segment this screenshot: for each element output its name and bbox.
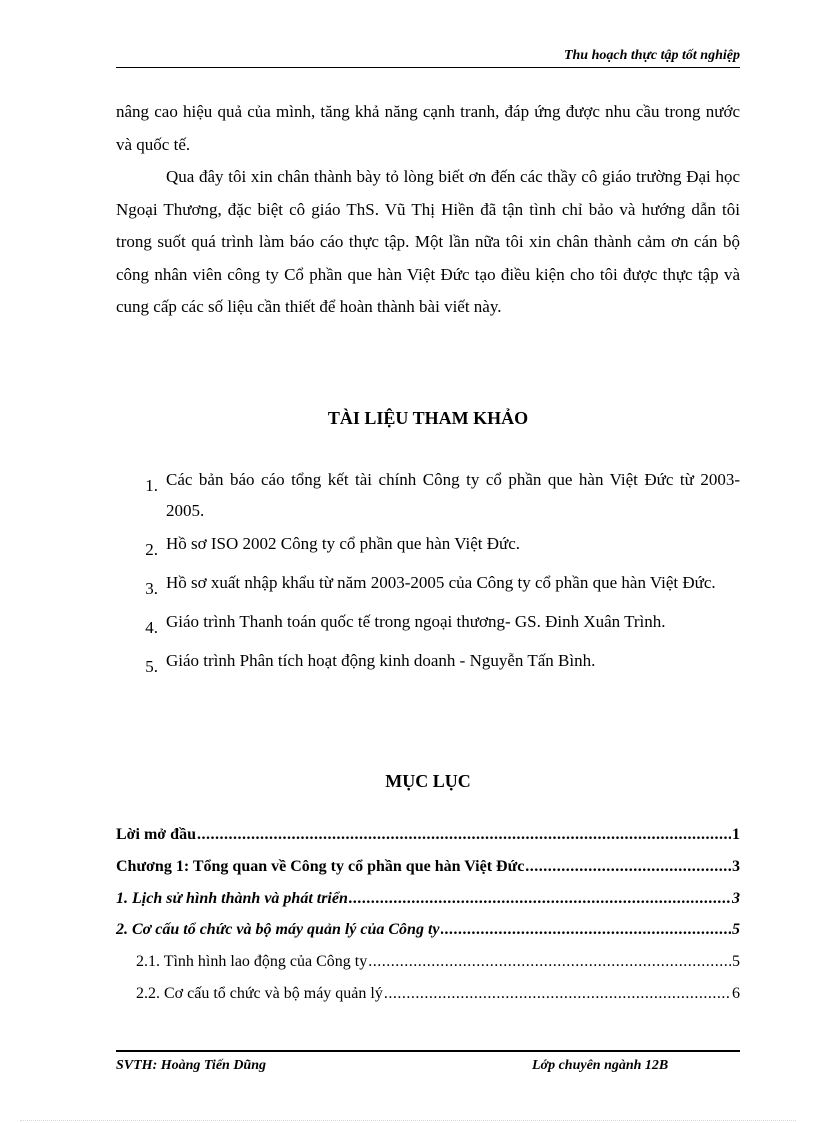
toc-entry-chapter-1[interactable]: [116, 858, 740, 890]
toc-entry-label: 1. Lịch sử hình thành và phát triển: [116, 889, 348, 907]
toc-entry-section-2-2[interactable]: [116, 985, 740, 1017]
footer-class-name: Lớp chuyên ngành 12B: [532, 1058, 669, 1073]
reference-number: 1.: [145, 476, 158, 495]
reference-item: [116, 464, 740, 526]
reference-number: 2.: [145, 540, 158, 559]
reference-text: Hồ sơ ISO 2002 Công ty cổ phần que hàn Việt Đức.: [166, 534, 520, 553]
toc-entry-page: 6: [732, 984, 740, 1002]
toc-entry-page: 1: [732, 826, 740, 843]
toc-entry-section-1[interactable]: [116, 890, 740, 922]
toc-entry-section-2[interactable]: [116, 921, 740, 953]
reference-number: 3.: [145, 579, 158, 598]
reference-item: [116, 606, 740, 643]
body-paragraph-1: nâng cao hiệu quả của mình, tăng khả năng cạnh tranh, đáp ứng được nhu cầu trong nước và quốc tế.: [116, 102, 740, 154]
toc-leader-dots: [441, 921, 732, 939]
toc-title: MỤC LỤC: [385, 771, 471, 791]
reference-text: Giáo trình Phân tích hoạt động kinh doanh - Nguyễn Tấn Bình.: [166, 651, 596, 670]
toc-entry-intro[interactable]: [116, 826, 740, 858]
body-text: [116, 96, 740, 324]
toc-leader-dots: [349, 890, 731, 908]
reference-number: 4.: [145, 618, 158, 637]
toc-leader-dots: [197, 826, 731, 844]
toc-entry-page: 3: [732, 857, 740, 875]
reference-number: 5.: [145, 657, 158, 676]
references-title: TÀI LIỆU THAM KHẢO: [327, 408, 529, 428]
header-divider: [116, 67, 740, 68]
reference-text: Hồ sơ xuất nhập khẩu từ năm 2003-2005 của Công ty cổ phần que hàn Việt Đức.: [166, 573, 716, 592]
reference-item: [116, 528, 740, 565]
body-paragraph-2: Qua đây tôi xin chân thành bày tỏ lòng biết ơn đến các thầy cô giáo trường Đại học Ngoại Thương, đặc biệt cô giáo ThS. Vũ Thị Hiền đã tận tình chỉ bảo và hướng dẫn tôi trong suốt quá trình làm báo cáo thực tập. Một lần nữa tôi xin chân thành cảm ơn cán bộ công nhân viên công ty Cổ phần que hàn Việt Đức tạo điều kiện cho tôi được thực tập và cung cấp các số liệu cần thiết để hoàn thành bài viết này.: [116, 167, 740, 316]
toc-entry-label: Lời mở đầu: [116, 826, 196, 843]
reference-text: Các bản báo cáo tổng kết tài chính Công ty cổ phần que hàn Việt Đức từ 2003-2005.: [166, 470, 740, 520]
footer-divider: [116, 1050, 740, 1052]
toc-entry-label: Chương 1: Tổng quan về Công ty cổ phần que hàn Việt Đức: [116, 857, 525, 875]
toc-entry-page: 5: [732, 953, 740, 971]
footer-student-name: SVTH: Hoàng Tiến Dũng: [116, 1058, 267, 1073]
running-header-title: Thu hoạch thực tập tốt nghiệp: [563, 48, 740, 63]
toc-entry-label: 2.2. Cơ cấu tổ chức và bộ máy quản lý: [136, 984, 383, 1002]
toc-entry-page: 5: [732, 921, 740, 939]
table-of-contents: [116, 826, 740, 1017]
toc-leader-dots: [384, 985, 731, 1003]
toc-entry-label: 2.1. Tình hình lao động của Công ty: [136, 953, 368, 971]
reference-item: [116, 645, 740, 682]
references-list: [116, 464, 740, 684]
page-bottom-edge: [20, 1120, 796, 1121]
toc-entry-page: 3: [732, 889, 740, 907]
toc-leader-dots: [368, 953, 731, 971]
toc-entry-section-2-1[interactable]: [116, 953, 740, 985]
reference-text: Giáo trình Thanh toán quốc tế trong ngoại thương- GS. Đinh Xuân Trình.: [166, 612, 666, 631]
toc-leader-dots: [525, 858, 731, 876]
reference-item: [116, 567, 740, 604]
toc-entry-label: 2. Cơ cấu tổ chức và bộ máy quản lý của Công ty: [116, 921, 440, 939]
